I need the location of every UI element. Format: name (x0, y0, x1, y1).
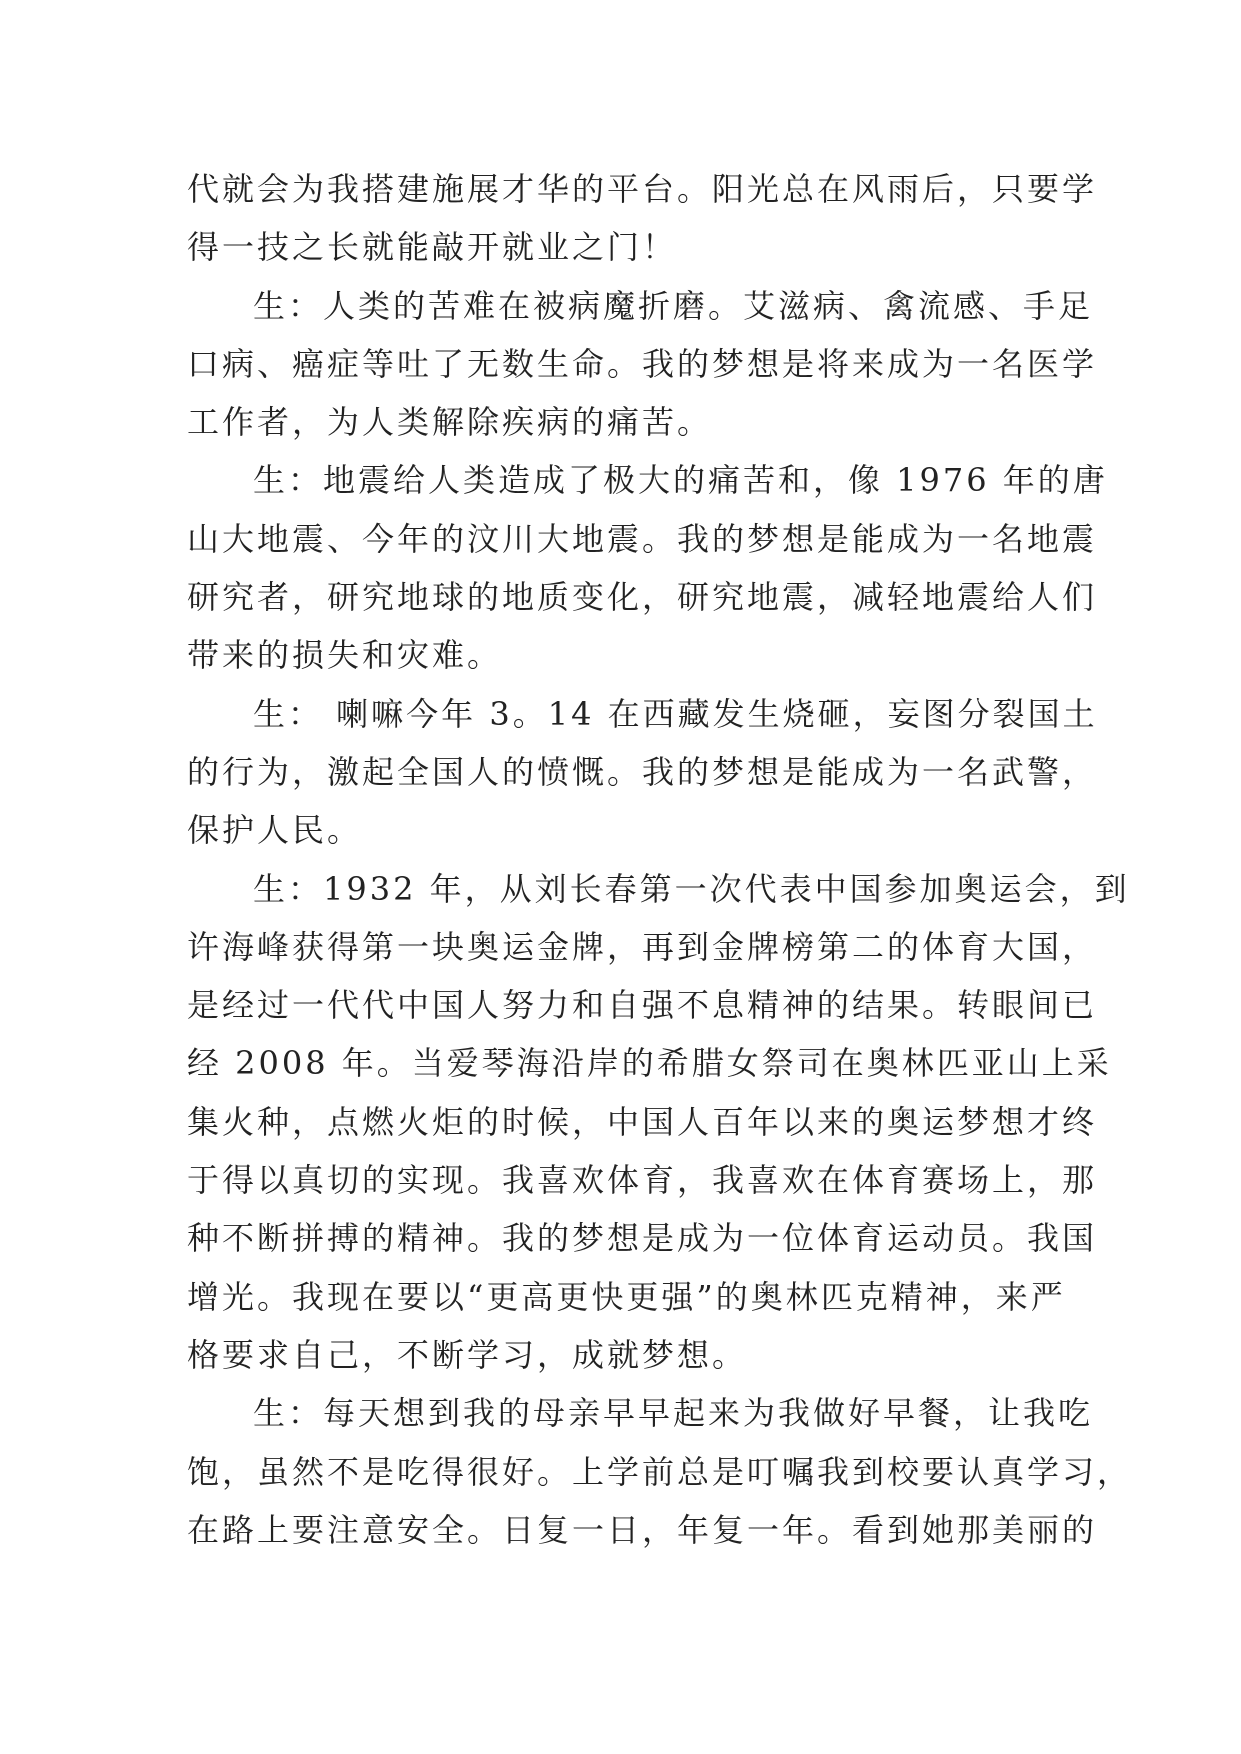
text-line: 保护人民。 (187, 811, 363, 850)
text-line: 口病、癌症等吐了无数生命。我的梦想是将来成为一名医学 (187, 344, 1098, 383)
text-line: 工作者，为人类解除疾病的痛苦。 (187, 403, 713, 442)
text-line: 于得以真切的实现。我喜欢体育，我喜欢在体育赛场上，那 (187, 1161, 1098, 1200)
text-line: 增光。我现在要以“更高更快更强”的奥林匹克精神，来严 (187, 1277, 1066, 1316)
text-line: 代就会为我搭建施展才华的平台。阳光总在风雨后，只要学 (187, 170, 1098, 208)
text-line: 是经过一代代中国人努力和自强不息精神的结果。转眼间已 (187, 986, 1098, 1025)
text-line: 生：人类的苦难在被病魔折磨。艾滋病、禽流感、手足 (253, 286, 1094, 325)
text-line: 饱，虽然不是吃得很好。上学前总是叮嘱我到校要认真学习， (187, 1452, 1133, 1491)
text-line: 生： 喇嘛今年 3。14 在西藏发生烧砸，妄图分裂国土 (253, 694, 1098, 733)
text-line: 山大地震、今年的汶川大地震。我的梦想是能成为一名地震 (187, 519, 1098, 558)
body-text (187, 160, 1133, 1559)
text-line: 带来的损失和灾难。 (187, 636, 503, 675)
text-line: 在路上要注意安全。日复一日，年复一年。看到她那美丽的 (187, 1510, 1098, 1549)
text-line: 许海峰获得第一块奥运金牌，再到金牌榜第二的体育大国， (187, 927, 1098, 966)
text-line: 生：地震给人类造成了极大的痛苦和，像 1976 年的唐 (253, 461, 1108, 500)
text-line: 得一技之长就能敲开就业之门！ (187, 228, 678, 267)
text-line: 种不断拼搏的精神。我的梦想是成为一位体育运动员。我国 (187, 1219, 1098, 1258)
text-line: 生：1932 年，从刘长春第一次代表中国参加奥运会，到 (253, 869, 1130, 908)
text-line: 经 2008 年。当爱琴海沿岸的希腊女祭司在奥林匹亚山上采 (187, 1044, 1112, 1083)
text-line: 集火种，点燃火炬的时候，中国人百年以来的奥运梦想才终 (187, 1102, 1098, 1141)
text-line: 生：每天想到我的母亲早早起来为我做好早餐，让我吃 (253, 1394, 1094, 1433)
text-line: 的行为，激起全国人的愤慨。我的梦想是能成为一名武警， (187, 752, 1098, 791)
text-line: 格要求自己，不断学习，成就梦想。 (187, 1335, 748, 1374)
text-line: 研究者，研究地球的地质变化，研究地震，减轻地震给人们 (187, 578, 1098, 617)
